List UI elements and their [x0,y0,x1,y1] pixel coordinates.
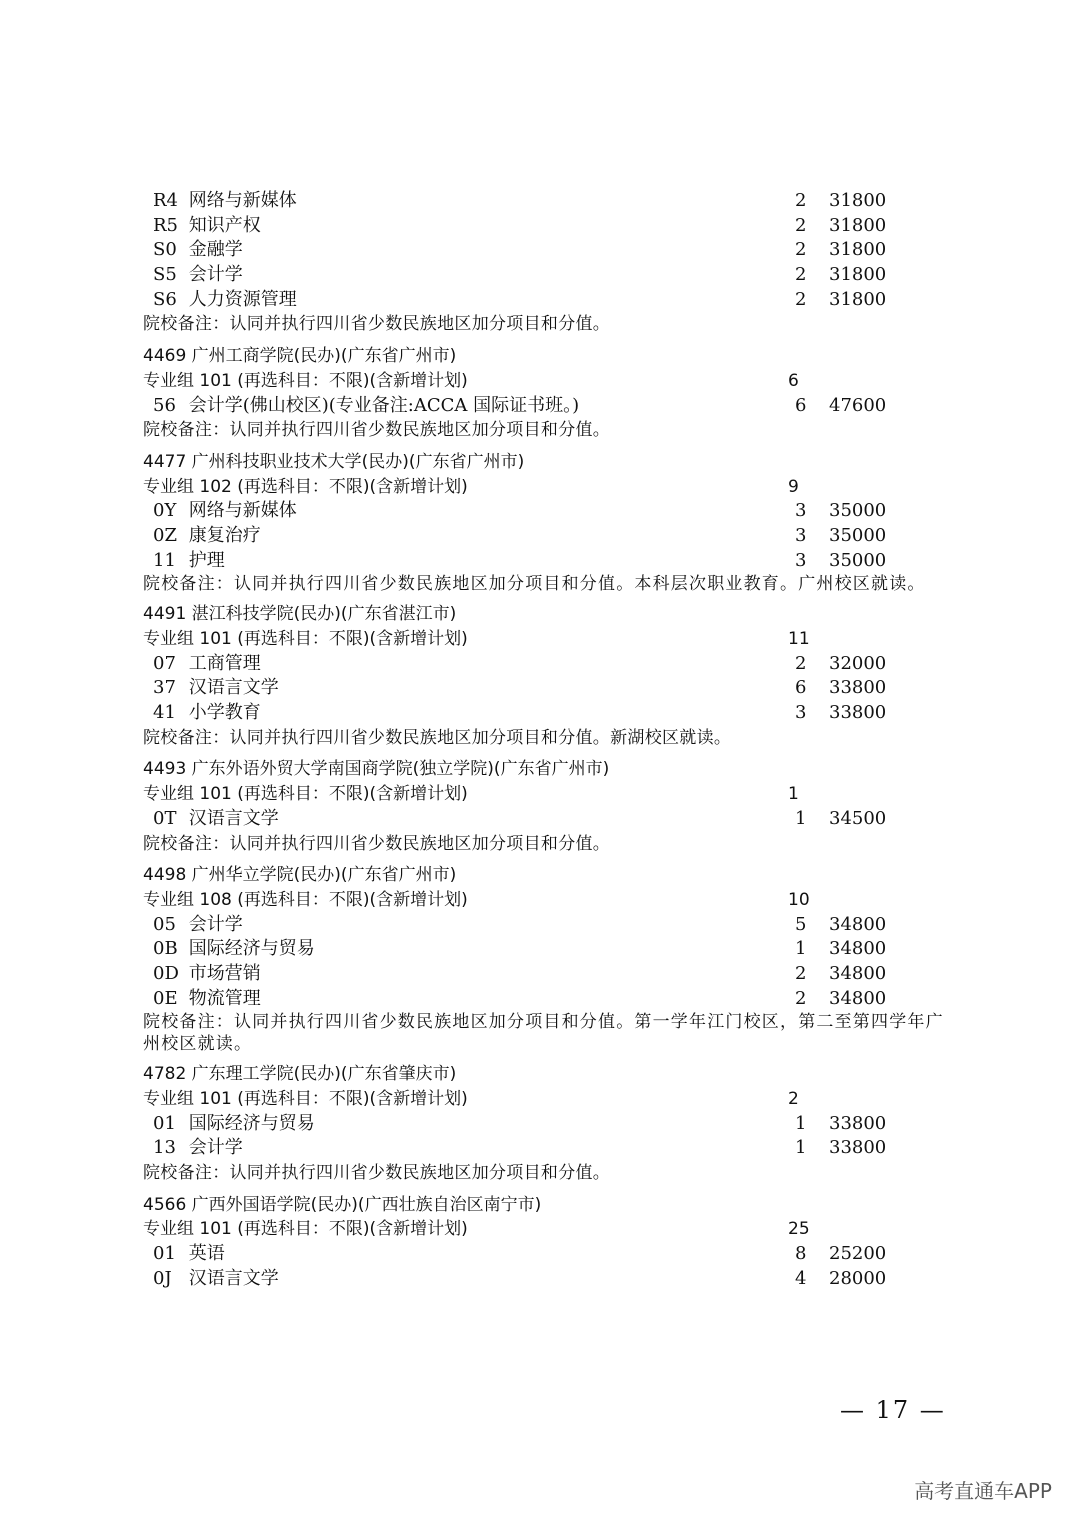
major-code: 37 [153,677,176,699]
school-title: 4469 广州工商学院(民办)(广东省广州市) [143,346,457,367]
plan-count: 6 [795,394,807,416]
major-code: 13 [153,1137,176,1159]
school-title: 4491 湛江科技学院(民办)(广东省湛江市) [143,604,457,625]
major-name: 护理 [188,549,225,571]
plan-count: 6 [795,677,807,699]
major-row [143,987,963,1012]
plan-count: 1 [795,1137,807,1159]
major-code: 01 [153,1112,176,1134]
tuition-fee: 31800 [829,190,887,211]
school-block [143,863,963,1055]
major-code: 05 [153,913,176,935]
major-group [143,782,963,807]
major-row [143,1112,963,1137]
major-code: R4 [153,190,179,211]
watermark: 高考直通车APP [914,1479,1052,1503]
group-label: 专业组 102 (再选科目：不限)(含新增计划) [143,476,468,497]
school-block [143,450,963,595]
major-name: 小学教育 [188,702,261,724]
major-group [143,888,963,913]
major-code: 0B [153,938,178,960]
group-label: 专业组 101 (再选科目：不限)(含新增计划) [143,629,468,649]
plan-count: 5 [795,913,807,935]
school-title: 4566 广西外国语学院(民办)(广西壮族自治区南宁市) [143,1194,542,1215]
group-label: 专业组 101 (再选科目：不限)(含新增计划) [143,370,468,391]
major-group [143,475,963,500]
school-note: 院校备注：认同并执行四川省少数民族地区加分项目和分值。 [143,1163,611,1184]
group-plan-count: 1 [788,784,799,805]
group-label: 专业组 108 (再选科目：不限)(含新增计划) [143,889,468,910]
plan-count: 2 [795,214,807,236]
major-group [143,627,963,652]
major-row [143,263,963,288]
group-plan-count: 6 [788,370,799,391]
tuition-fee: 34800 [829,987,887,1009]
tuition-fee: 35000 [829,549,887,571]
plan-count: 1 [795,807,807,829]
school-note: 院校备注：认同并执行四川省少数民族地区加分项目和分值。 [143,833,611,854]
major-name: 国际经济与贸易 [188,1112,315,1134]
tuition-fee: 33800 [829,1112,887,1134]
major-row [143,676,963,701]
tuition-fee: 33800 [829,677,887,699]
plan-count: 2 [795,987,807,1009]
major-code: R5 [153,214,179,236]
group-label: 专业组 101 (再选科目：不限)(含新增计划) [143,1089,468,1109]
group-label: 专业组 101 (再选科目：不限)(含新增计划) [143,1219,468,1240]
tuition-fee: 47600 [829,394,887,416]
group-label: 专业组 101 (再选科目：不限)(含新增计划) [143,784,468,805]
major-name: 汉语言文学 [188,1267,279,1289]
major-code: 01 [153,1243,176,1265]
school-block [143,1193,963,1292]
plan-count: 2 [795,652,807,674]
major-code: 41 [153,702,176,724]
group-plan-count: 9 [788,476,799,497]
group-plan-count: 2 [788,1089,799,1109]
plan-count: 2 [795,288,807,310]
plan-count: 3 [795,524,807,546]
major-row [143,549,963,574]
major-name: 英语 [188,1243,225,1265]
tuition-fee: 35000 [829,524,887,546]
group-plan-count: 10 [788,889,810,910]
major-code: 0T [153,807,177,829]
major-code: S5 [153,264,177,286]
tuition-fee: 34800 [829,962,887,984]
tuition-fee: 31800 [829,239,887,261]
major-code: 0J [153,1267,172,1289]
tuition-fee: 33800 [829,702,887,724]
school-note: 院校备注：认同并执行四川省少数民族地区加分项目和分值。 [143,420,611,441]
tuition-fee: 34800 [829,913,887,935]
major-name: 市场营销 [188,962,261,984]
school-note: 院校备注：认同并执行四川省少数民族地区加分项目和分值。新湖校区就读。 [143,727,732,748]
major-row [143,962,963,987]
major-name: 物流管理 [188,987,261,1009]
major-row [143,288,963,313]
school-block [143,1062,963,1185]
major-row [143,394,963,419]
major-row [143,652,963,677]
major-name: 会计学 [188,1137,243,1159]
tuition-fee: 31800 [829,214,887,236]
school-title: 4493 广东外语外贸大学南国商学院(独立学院)(广东省广州市) [143,759,610,780]
plan-count: 3 [795,500,807,522]
plan-count: 2 [795,239,807,261]
major-row [143,937,963,962]
school-title: 4477 广州科技职业技术大学(民办)(广东省广州市) [143,451,525,472]
major-name: 金融学 [188,239,243,261]
major-row [143,701,963,726]
plan-count: 2 [795,962,807,984]
plan-count: 8 [795,1243,807,1265]
major-group [143,1217,963,1242]
major-code: 0Z [153,524,177,546]
major-row [143,189,963,214]
continued-school-block [143,189,963,337]
plan-count: 2 [795,190,807,211]
group-plan-count: 25 [788,1219,810,1240]
major-group [143,1087,963,1112]
school-block [143,344,963,443]
plan-count: 1 [795,938,807,960]
major-row [143,499,963,524]
school-block [143,757,963,856]
tuition-fee: 32000 [829,652,887,674]
major-row [143,238,963,263]
major-name: 会计学 [188,264,243,286]
major-name: 国际经济与贸易 [188,938,315,960]
major-group [143,369,963,394]
major-name: 网络与新媒体 [188,190,297,211]
major-row [143,214,963,239]
tuition-fee: 31800 [829,288,887,310]
major-code: 0Y [153,500,177,522]
tuition-fee: 33800 [829,1137,887,1159]
group-plan-count: 11 [788,629,810,649]
major-row [143,1267,963,1292]
major-name: 知识产权 [188,214,261,236]
major-name: 汉语言文学 [188,677,279,699]
major-name: 工商管理 [188,652,261,674]
major-row [143,524,963,549]
tuition-fee: 35000 [829,500,887,522]
tuition-fee: 31800 [829,264,887,286]
major-row [143,1242,963,1267]
page-number: — 17 — [840,1396,946,1424]
major-code: 0D [153,962,179,984]
major-name: 人力资源管理 [188,288,297,310]
tuition-fee: 25200 [829,1243,887,1265]
major-name: 网络与新媒体 [188,500,297,522]
plan-count: 1 [795,1112,807,1134]
school-note: 院校备注：认同并执行四川省少数民族地区加分项目和分值。 [143,314,611,335]
school-block [143,602,963,750]
tuition-fee: 34500 [829,807,887,829]
major-row [143,807,963,832]
major-code: 07 [153,652,176,674]
school-note: 院校备注：认同并执行四川省少数民族地区加分项目和分值。本科层次职业教育。广州校区就读。 [143,574,926,595]
major-row [143,1136,963,1161]
school-title: 4498 广州华立学院(民办)(广东省广州市) [143,865,457,886]
major-name: 会计学 [188,913,243,935]
major-code: 0E [153,987,178,1009]
document-body [143,189,963,1292]
major-code: S6 [153,288,177,310]
tuition-fee: 34800 [829,938,887,960]
major-name: 会计学(佛山校区)(专业备注:ACCA 国际证书班。) [188,394,580,416]
major-code: S0 [153,239,177,261]
major-code: 11 [153,549,176,571]
major-row [143,913,963,938]
major-code: 56 [153,394,176,416]
plan-count: 4 [795,1267,807,1289]
major-name: 汉语言文学 [188,807,279,829]
school-note: 院校备注：认同并执行四川省少数民族地区加分项目和分值。第一学年江门校区，第二至第四学年广州校区就读。 [143,1012,944,1055]
major-name: 康复治疗 [188,524,261,546]
tuition-fee: 28000 [829,1267,887,1289]
school-title: 4782 广东理工学院(民办)(广东省肇庆市) [143,1064,457,1085]
plan-count: 2 [795,264,807,286]
plan-count: 3 [795,702,807,724]
plan-count: 3 [795,549,807,571]
